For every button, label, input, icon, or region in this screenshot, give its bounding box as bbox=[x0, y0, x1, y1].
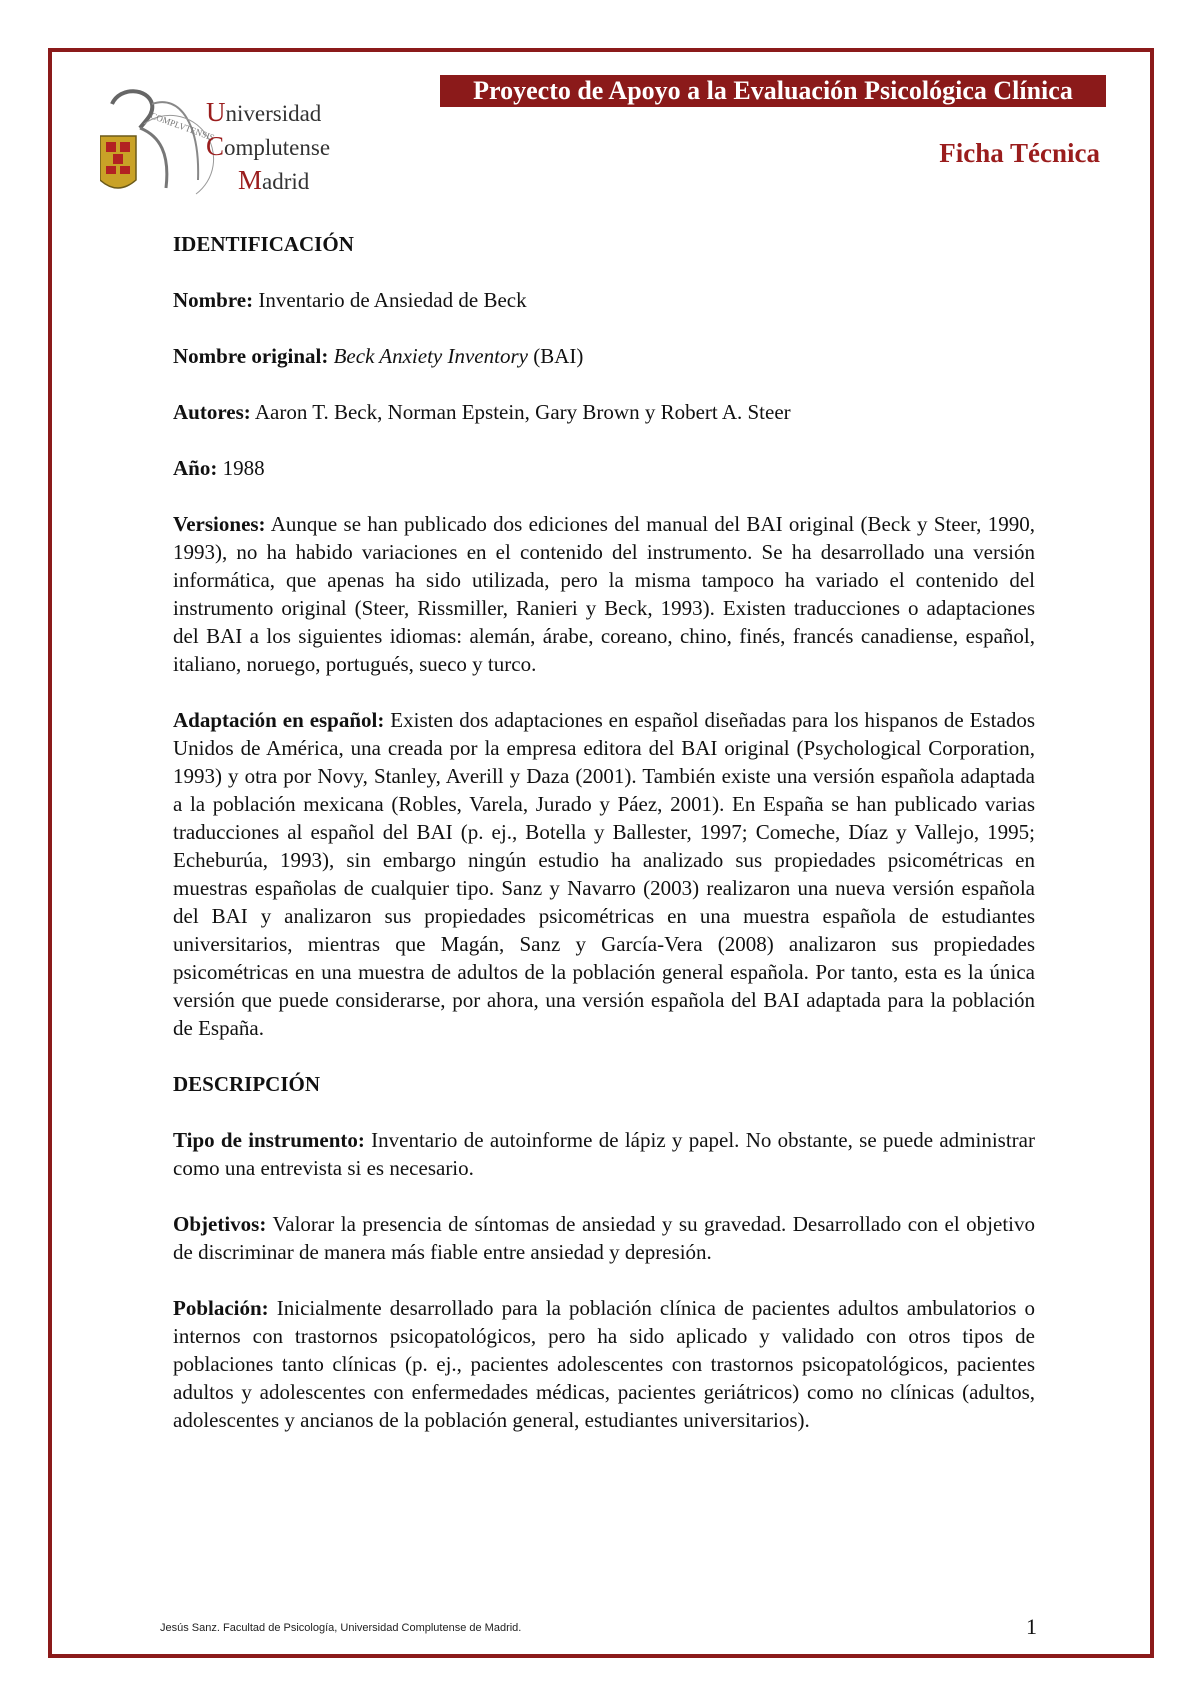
seal-text: COMPLVTENSIS bbox=[149, 110, 216, 143]
field-poblacion: Población: Inicialmente desarrollado para la población clínica de pacientes adultos ambulatorios o internos con trastornos psicopatológicos, pero ha sido aplicado y validado con otros tipos de poblaciones tanto clínicas (p. ej., pacientes adolescentes con trastornos psicopatológicos, pacientes adultos y adolescentes con enfermedades médicas, pacientes geriátricos) como no clínicas (adultos, adolescentes y ancianos de la población general, estudiantes universitarios). bbox=[173, 1296, 1035, 1432]
page-number: 1 bbox=[1026, 1614, 1037, 1639]
document-body bbox=[173, 230, 1035, 1462]
footer-note: Jesús Sanz. Facultad de Psicología, Universidad Complutense de Madrid. bbox=[160, 1622, 522, 1634]
project-title: Proyecto de Apoyo a la Evaluación Psicológica Clínica bbox=[440, 75, 1106, 107]
field-nombre: Nombre: Inventario de Ansiedad de Beck bbox=[173, 288, 527, 312]
section-heading-descripcion: DESCRIPCIÓN bbox=[173, 1072, 321, 1096]
university-crest bbox=[100, 136, 136, 188]
section-heading-identificacion: IDENTIFICACIÓN bbox=[173, 232, 354, 256]
field-adaptacion: Adaptación en español: Existen dos adaptaciones en español diseñadas para los hispanos de Estados Unidos de América, una creada por la empresa editora del BAI original (Psychological Corporation, 1993) y otra por Novy, Stanley, Averill y Daza (2001). También existe una versión española adaptada a la población mexicana (Robles, Varela, Jurado y Páez, 2001). En España se han publicado varias traducciones al español del BAI (p. ej., Botella y Ballester, 1997; Comeche, Díaz y Vallejo, 1995; Echeburúa, 1993), sin embargo ningún estudio ha analizado sus propiedades psicométricas en muestras españolas de cualquier tipo. Sanz y Navarro (2003) realizaron una nueva versión española del BAI y analizaron sus propiedades psicométricas en una muestra española de estudiantes universitarios, mientras que Magán, Sanz y García-Vera (2008) analizaron sus propiedades psicométricas en una muestra de adultos de la población general española. Por tanto, esta es la única versión que puede considerarse, por ahora, una versión española del BAI adaptada para la población de España. bbox=[173, 708, 1035, 1040]
field-nombre-original: Nombre original: Beck Anxiety Inventory (BAI) bbox=[173, 344, 584, 368]
field-tipo: Tipo de instrumento: Inventario de autoinforme de lápiz y papel. No obstante, se puede administrar como una entrevista si es necesario. bbox=[173, 1128, 1035, 1180]
field-objetivos: Objetivos: Valorar la presencia de síntomas de ansiedad y su gravedad. Desarrollado con el objetivo de discriminar de manera más fiable entre ansiedad y depresión. bbox=[173, 1212, 1035, 1264]
university-name: Universidad Complutense Madrid bbox=[206, 97, 331, 195]
field-anio: Año: 1988 bbox=[173, 456, 265, 480]
field-versiones: Versiones: Aunque se han publicado dos ediciones del manual del BAI original (Beck y Steer, 1990, 1993), no ha habido variaciones en el contenido del instrumento. Se ha desarrollado una versión informática, que apenas ha sido utilizada, pero la misma tampoco ha variado el contenido del instrumento original (Steer, Rissmiller, Ranieri y Beck, 1993). Existen traducciones o adaptaciones del BAI a los siguientes idiomas: alemán, árabe, coreano, chino, finés, francés canadiense, español, italiano, noruego, portugués, sueco y turco. bbox=[173, 512, 1035, 676]
document-type: Ficha Técnica bbox=[939, 138, 1100, 168]
field-autores: Autores: Aaron T. Beck, Norman Epstein, Gary Brown y Robert A. Steer bbox=[173, 400, 791, 424]
